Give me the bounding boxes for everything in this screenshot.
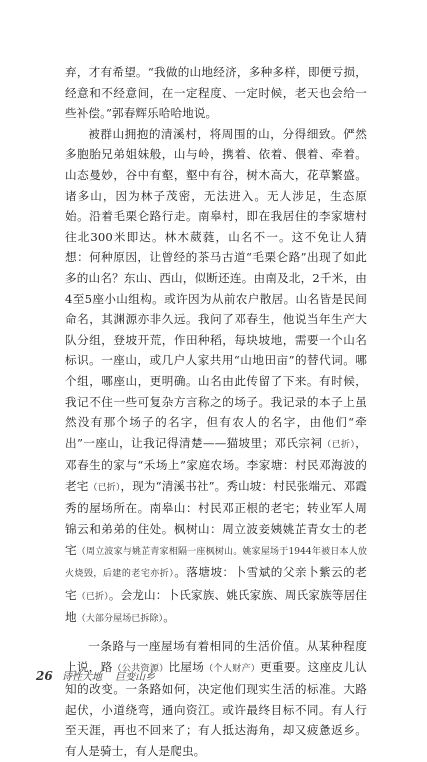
- text-segment: 更重要。这座皮儿认知的改变。一条路如何，决定他们现实生活的标准。大路起伏，小道绕弯，通向资江。或许最终目标不同。有人行至天涯，再也不回来了；有人抵达海角，却又疲惫返乡。有人是骑士，有人是爬虫。: [65, 659, 367, 758]
- section-title: 巨变山乡: [115, 672, 156, 683]
- inline-note: （已折）: [88, 482, 121, 493]
- inline-note: （已折）: [322, 439, 356, 450]
- inline-note: （公共资源）: [112, 663, 169, 674]
- text-segment: 。会龙山：卜氏家族、姚氏家族、周氏家族等居住地: [65, 587, 368, 625]
- text-segment: 一条路与一座屋场有着相同的生活价值。从某种程度上说，路: [65, 639, 367, 674]
- text-segment: 。: [163, 610, 175, 625]
- text-segment: 被群山拥抱的清溪村，将周围的山，分得细致。俨然多胞胎兄弟姐妹般，山与岭，携着、依着、偎着、牵着。山态曼妙，谷中有壑，壑中有谷，树木高大，花草繁盛。诸多山，因为林子茂密，无法进入。无人涉足，生态原始。沿着毛栗仑路行走。南皋村，即在我居住的李家塘村往北300米即达。林木葳蕤，山名不一。这不免让人猜想：何种原因，让曾经的茶马古道“毛栗仑路”出现了如此多的山名？东山、西山，似断还连。由南及北，2千米，由4至5座小山组构。或许因为从前农户散居。山名皆是民间命名，其渊源亦非久远。我问了邓春生，他说当年生产大队分组，登坡开荒，作田种稻，每块坡地，需要一个山名标识。一座山，或几户人家共用“山地田亩”的替代词。哪个组，哪座山，更明确。山名由此传留了下来。有时候，我记不住一些可复杂方言称之的场子。我记录的本子上虽然没有那个场子的名字，但有农人的名字，由他们“牵出”一座山，让我记得清楚——猫坡里；邓氏宗祠: [65, 126, 367, 450]
- inline-note: （周立波家与姚芷青家相隔一座枫树山。姚家屋场于1944年被日本人放火烧毁，后建的老宅亦折）: [65, 546, 367, 580]
- text-segment: 。落塘坡：卜雪斌的父亲卜紫云的老宅: [65, 565, 367, 602]
- text-segment: 比屋场: [168, 659, 205, 674]
- inline-note: （已折）: [76, 591, 109, 602]
- page-footer: [36, 668, 155, 683]
- book-title: 诗性大地: [61, 672, 102, 683]
- paragraph: [65, 62, 367, 124]
- inline-note: （大部分屋场已拆除）: [76, 614, 164, 625]
- paragraph: [65, 636, 367, 762]
- paragraph: [65, 124, 367, 630]
- body-text: [65, 62, 367, 762]
- inline-note: （个人财产）: [204, 663, 261, 674]
- text-segment: ，现为“清溪书社”。秀山坡：村民张端元、邓霞秀的屋场所在。南皋山：村民邓正根的老宅；转业军人周锦云和弟弟的住处。枫树山：周立波妾姨姚芷青女士的老宅: [65, 478, 367, 557]
- text-segment: 弃，才有希望。“我做的山地经济，多种多样，即便亏损，经意和不经意间，在一定程度、一定时候，老天也会给一些补偿。”郭春辉乐哈哈地说。: [65, 65, 367, 121]
- page-number: 26: [36, 669, 53, 683]
- text-segment: ，邓春生的家与“禾场上”家庭农场。李家塘：村民邓海波的老宅: [65, 435, 367, 493]
